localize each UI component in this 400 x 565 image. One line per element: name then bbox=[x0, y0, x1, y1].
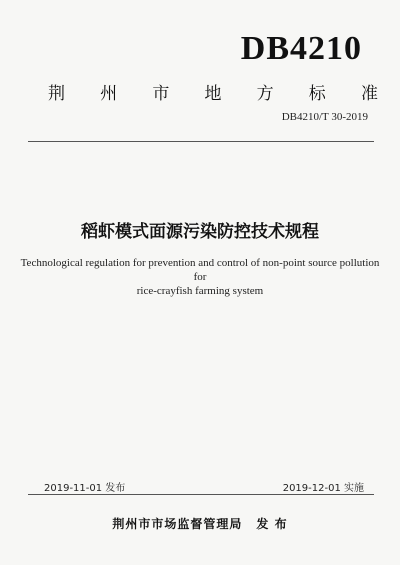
title-chinese: 稻虾模式面源污染防控技术规程 bbox=[81, 222, 319, 242]
standard-type-label bbox=[48, 79, 378, 104]
standard-label-char: 准 bbox=[360, 84, 378, 104]
standard-number: DB4210/T 30-2019 bbox=[281, 111, 368, 123]
footer-divider bbox=[28, 494, 374, 495]
issuer-action: 发 布 bbox=[256, 517, 288, 531]
header-divider bbox=[28, 141, 374, 142]
issuing-authority-line bbox=[0, 515, 400, 532]
issuing-authority: 荆州市市场监督管理局 bbox=[112, 517, 243, 531]
title-english-line-1: Technological regulation for prevention and control of non-point source pollution for bbox=[20, 257, 380, 283]
standard-code: DB4210 bbox=[240, 30, 362, 67]
implementation-date: 2019-12-01 实施 bbox=[282, 483, 364, 494]
issue-date: 2019-11-01 发布 bbox=[44, 483, 126, 494]
standard-label-char: 市 bbox=[152, 84, 170, 104]
standard-label-char: 州 bbox=[100, 84, 118, 104]
standard-label-char: 标 bbox=[308, 84, 326, 104]
standard-label-char: 地 bbox=[204, 84, 222, 104]
standard-label-char: 方 bbox=[256, 84, 274, 104]
title-english bbox=[20, 256, 380, 298]
title-english-line-2: rice-crayfish farming system bbox=[136, 285, 264, 297]
standard-label-char: 荆 bbox=[48, 84, 65, 104]
